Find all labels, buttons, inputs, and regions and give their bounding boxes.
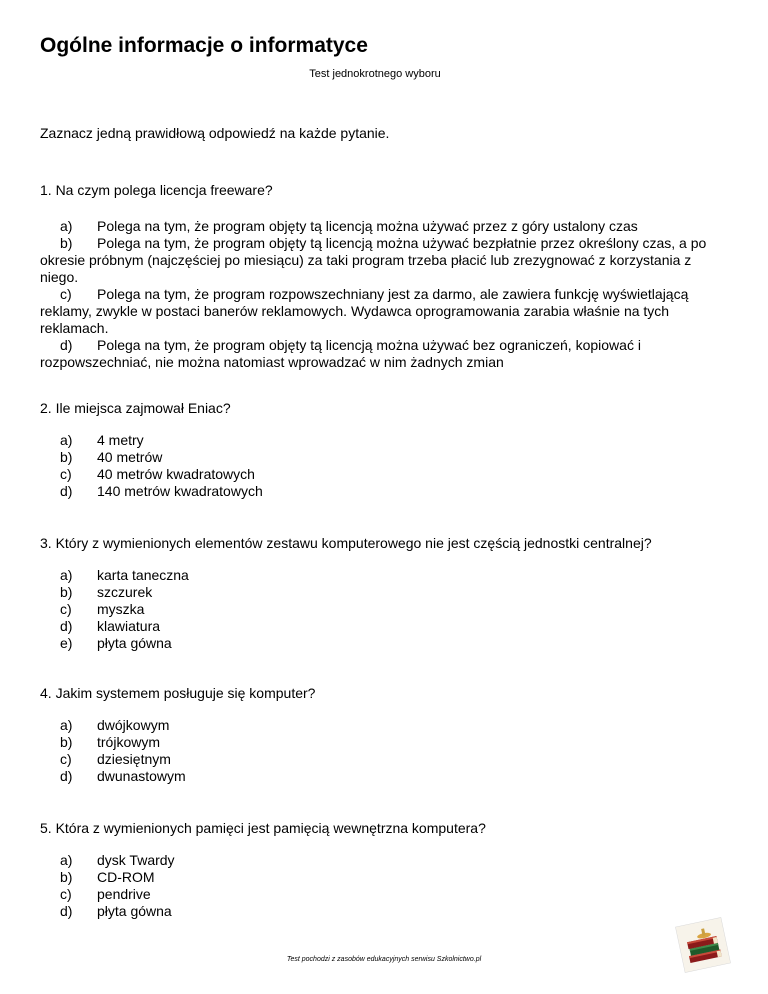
- answer-option[interactable]: [40, 449, 730, 466]
- answer-text: szczurek: [97, 584, 153, 600]
- answer-text: klawiatura: [97, 618, 161, 634]
- answer-text: 140 metrów kwadratowych: [97, 483, 263, 499]
- answer-label: c): [60, 466, 72, 482]
- question-4: [40, 685, 730, 785]
- answer-option[interactable]: [40, 903, 730, 920]
- answer-label: a): [60, 717, 73, 733]
- answer-label: b): [60, 869, 73, 885]
- answer-text: karta taneczna: [97, 567, 189, 583]
- answer-label: c): [60, 886, 72, 902]
- question-2: [40, 400, 730, 500]
- answer-list: [40, 717, 730, 785]
- answer-option[interactable]: [40, 618, 730, 635]
- answer-label: b): [60, 235, 73, 251]
- answer-option[interactable]: [40, 601, 730, 618]
- answer-text: dziesiętnym: [97, 751, 171, 767]
- instruction-text: Zaznacz jedną prawidłową odpowiedź na każde pytanie.: [40, 125, 390, 141]
- answer-option[interactable]: [40, 483, 730, 500]
- answer-label: c): [60, 286, 72, 302]
- answer-text: Polega na tym, że program objęty tą licencją można używać bez ograniczeń, kopiować i rozpowszechniać, nie można natomiast wprowadzać w nim żadnych zmian: [40, 337, 641, 370]
- answer-text: 40 metrów: [97, 449, 163, 465]
- answer-option[interactable]: [40, 286, 730, 337]
- answer-list: [40, 218, 730, 371]
- answer-option[interactable]: [40, 768, 730, 785]
- answer-label: a): [60, 567, 73, 583]
- answer-option[interactable]: [40, 218, 730, 235]
- books-logo-icon: [673, 915, 732, 974]
- answer-option[interactable]: [40, 635, 730, 652]
- answer-text: Polega na tym, że program objęty tą licencją można używać przez z góry ustalony czas: [97, 218, 638, 234]
- page-subtitle: [0, 67, 768, 81]
- answer-label: e): [60, 635, 73, 651]
- answer-option[interactable]: [40, 717, 730, 734]
- answer-label: c): [60, 601, 72, 617]
- answer-label: a): [60, 432, 73, 448]
- answer-label: d): [60, 337, 73, 353]
- answer-label: b): [60, 449, 73, 465]
- answer-text: myszka: [97, 601, 145, 617]
- answer-text: dwójkowym: [97, 717, 170, 733]
- question-text: 1. Na czym polega licencja freeware?: [40, 182, 273, 198]
- answer-label: a): [60, 218, 73, 234]
- answer-text: 4 metry: [97, 432, 144, 448]
- answer-text: Polega na tym, że program objęty tą licencją można używać bezpłatnie przez określony czas, a po okresie próbnym (najczęściej po miesiącu) za taki program trzeba płacić lub zrezygnować z korzystania z niego.: [40, 235, 707, 285]
- answer-text: trójkowym: [97, 734, 161, 750]
- page-title: Ogólne informacje o informatyce: [40, 34, 368, 57]
- answer-option[interactable]: [40, 337, 730, 371]
- answer-list: [40, 567, 730, 652]
- subtitle-text: Test jednokrotnego wyboru: [309, 68, 441, 80]
- answer-text: CD-ROM: [97, 869, 155, 885]
- answer-text: płyta gówna: [97, 635, 172, 651]
- answer-text: 40 metrów kwadratowych: [97, 466, 255, 482]
- answer-list: [40, 852, 730, 920]
- answer-label: d): [60, 618, 73, 634]
- answer-label: b): [60, 734, 73, 750]
- question-text: 2. Ile miejsca zajmował Eniac?: [40, 400, 231, 416]
- answer-option[interactable]: [40, 584, 730, 601]
- answer-text: dysk Twardy: [97, 852, 175, 868]
- answer-text: pendrive: [97, 886, 151, 902]
- answer-text: Polega na tym, że program rozpowszechniany jest za darmo, ale zawiera funkcję wyświetlającą reklamy, zwykle w postaci banerów reklamowych. Wydawca oprogramowania zarabia właśnie na tych reklamach.: [40, 286, 689, 336]
- question-text: 4. Jakim systemem posługuje się komputer?: [40, 685, 316, 701]
- answer-list: [40, 432, 730, 500]
- answer-label: d): [60, 768, 73, 784]
- answer-label: a): [60, 852, 73, 868]
- question-text: 3. Który z wymienionych elementów zestawu komputerowego nie jest częścią jednostki centralnej?: [40, 535, 652, 551]
- answer-option[interactable]: [40, 734, 730, 751]
- answer-option[interactable]: [40, 432, 730, 449]
- answer-option[interactable]: [40, 852, 730, 869]
- answer-label: c): [60, 751, 72, 767]
- answer-option[interactable]: [40, 886, 730, 903]
- answer-text: dwunastowym: [97, 768, 186, 784]
- answer-option[interactable]: [40, 567, 730, 584]
- answer-label: d): [60, 903, 73, 919]
- question-text: 5. Która z wymienionych pamięci jest pamięcią wewnętrzna komputera?: [40, 820, 486, 836]
- answer-option[interactable]: [40, 235, 730, 286]
- answer-option[interactable]: [40, 869, 730, 886]
- answer-text: płyta gówna: [97, 903, 172, 919]
- answer-option[interactable]: [40, 751, 730, 768]
- question-3: [40, 535, 730, 652]
- footer-source-note: Test pochodzi z zasobów edukacyjnych serwisu Szkolnictwo.pl: [286, 956, 482, 963]
- answer-label: b): [60, 584, 73, 600]
- answer-label: d): [60, 483, 73, 499]
- answer-option[interactable]: [40, 466, 730, 483]
- question-1: [40, 182, 730, 371]
- question-5: [40, 820, 730, 920]
